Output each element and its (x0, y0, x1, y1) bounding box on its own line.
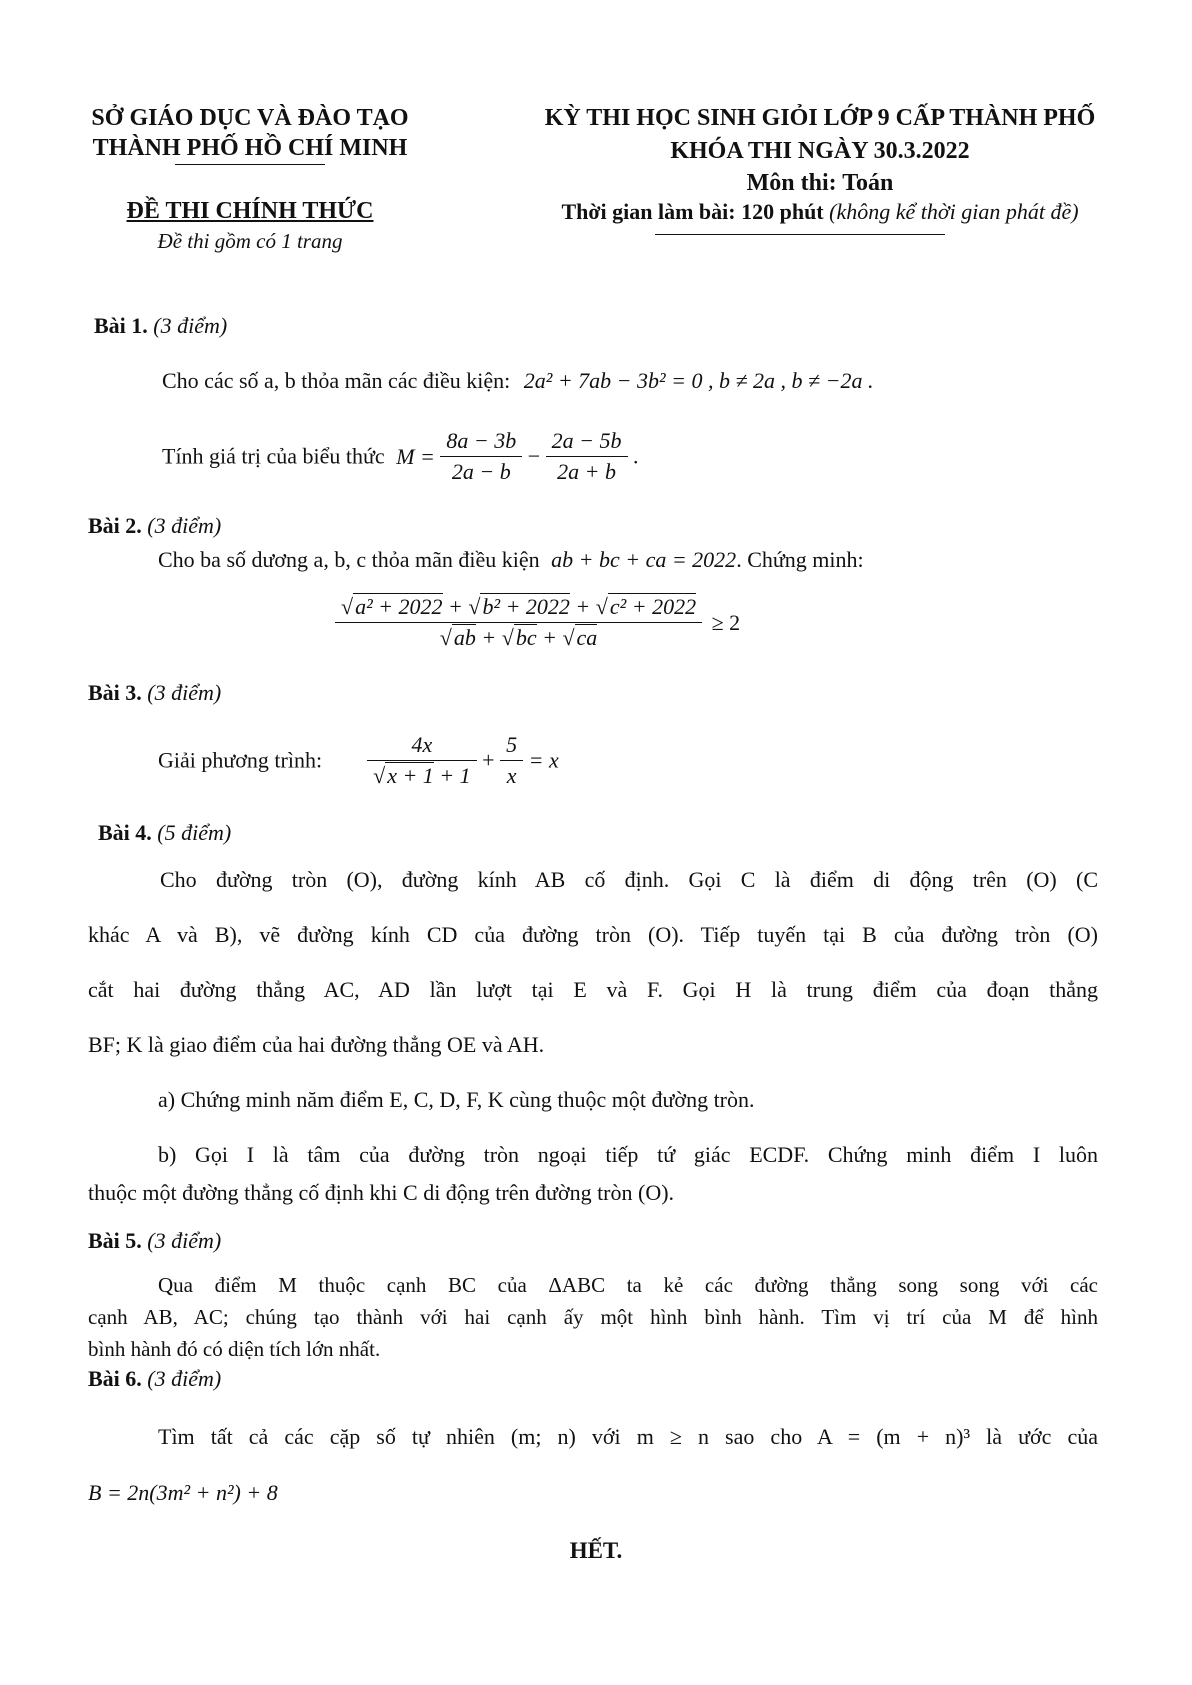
fraction-numerator: 8a − 3b (440, 426, 522, 457)
problem-6-title: Bài 6. (88, 1366, 142, 1391)
problem-2-numerator: √a² + 2022 + √b² + 2022 + √c² + 2022 (335, 592, 702, 623)
problem-2-condition-math: ab + bc + ca = 2022 (551, 547, 737, 572)
problem-1-points: (3 điểm) (153, 313, 228, 338)
fraction-denominator: √x + 1 + 1 (373, 763, 471, 788)
sqrt-x-plus-1: x + 1 (387, 763, 434, 788)
time-note: (không kể thời gian phát đề) (829, 199, 1079, 224)
end-marker: HẾT. (569, 1538, 623, 1563)
problem-3-equation-line (158, 730, 559, 791)
problem-2-fraction (335, 592, 702, 653)
problem-4-line-3: cắt hai đường thẳng AC, AD lần lượt tại E và F. Gọi H là trung điểm của đoạn thẳng (88, 977, 1098, 1002)
fraction-numerator: 5 (500, 730, 523, 761)
pages-note: Đề thi gồm có 1 trang (157, 229, 343, 253)
problem-1-condition-text: Cho các số a, b thỏa mãn các điều kiện: (162, 368, 511, 393)
problem-2-condition-text: Cho ba số dương a, b, c thỏa mãn điều kiện (158, 547, 540, 572)
problem-6-heading (88, 1366, 221, 1392)
problem-5-title: Bài 5. (88, 1228, 142, 1253)
fraction-numerator: 4x (367, 730, 477, 761)
problem-4-part-b-line-1: b) Gọi I là tâm của đường tròn ngoại tiếp tứ giác ECDF. Chứng minh điểm I luôn (158, 1142, 1098, 1167)
plus-sign: + (542, 625, 557, 650)
problem-4-points: (5 điểm) (157, 820, 232, 845)
plus-sign: + (482, 747, 495, 773)
time-label: Thời gian làm bài: 120 phút (561, 199, 824, 224)
sqrt-term-a: a² + 2022 (355, 594, 443, 619)
problem-2-rhs: ≥ 2 (711, 609, 741, 635)
exam-title: KỲ THI HỌC SINH GIỎI LỚP 9 CẤP THÀNH PHỐ (544, 105, 1096, 131)
plus-one: + 1 (439, 763, 471, 788)
problem-4-heading (98, 820, 231, 846)
problem-6-line-2: B = 2n(3m² + n²) + 8 (88, 1480, 278, 1505)
problem-1-heading (94, 313, 227, 339)
plus-sign: + (575, 594, 591, 619)
subject: Môn thi: Toán (746, 170, 894, 196)
problem-2-title: Bài 2. (88, 513, 142, 538)
problem-3-heading (88, 680, 221, 706)
problem-2-heading (88, 513, 221, 539)
plus-sign: + (448, 594, 463, 619)
fraction-denominator: 2a − b (451, 459, 511, 484)
official-wrap (60, 196, 440, 226)
fraction-numerator: 2a − 5b (546, 426, 628, 457)
problem-5-line-3: bình hành đó có diện tích lớn nhất. (88, 1337, 381, 1361)
problem-1-line-1 (162, 366, 873, 396)
problem-4-part-a: a) Chứng minh năm điểm E, C, D, F, K cùng thuộc một đường tròn. (158, 1087, 755, 1112)
problem-4-line-1: Cho đường tròn (O), đường kính AB cố định. Gọi C là điểm di động trên (O) (C (160, 867, 1098, 892)
sqrt-term-b: b² + 2022 (482, 594, 570, 619)
problem-2-line-1 (158, 545, 864, 575)
problem-5-points: (3 điểm) (147, 1228, 222, 1253)
problem-1-condition-math: 2a² + 7ab − 3b² = 0 , b ≠ 2a , b ≠ −2a . (523, 368, 874, 393)
period: . (633, 443, 639, 469)
title-underline (655, 234, 945, 235)
sqrt-ab: ab (453, 625, 476, 650)
problem-1-line-2 (162, 426, 639, 487)
sqrt-term-c: c² + 2022 (609, 594, 697, 619)
problem-3-text: Giải phương trình: (158, 747, 323, 773)
org-line-2: THÀNH PHỐ HỒ CHÍ MINH (92, 135, 408, 161)
exam-date: KHÓA THI NGÀY 30.3.2022 (670, 138, 970, 164)
problem-4-title: Bài 4. (98, 820, 152, 845)
problem-1-title: Bài 1. (94, 313, 148, 338)
fraction-denominator: x (506, 763, 517, 788)
time-line (480, 199, 1160, 225)
problem-6-points: (3 điểm) (147, 1366, 222, 1391)
problem-5-line-2: cạnh AB, AC; chúng tạo thành với hai cạnh ấy một hình bình hành. Tìm vị trí của M để hình (88, 1305, 1098, 1329)
sqrt-ca: ca (576, 625, 598, 650)
problem-6-line-1: Tìm tất cả các cặp số tự nhiên (m; n) với m ≥ n sao cho A = (m + n)³ là ước của (158, 1424, 1098, 1449)
problem-3-title: Bài 3. (88, 680, 142, 705)
official-label: ĐỀ THI CHÍNH THỨC (126, 198, 374, 224)
problem-4-line-2: khác A và B), vẽ đường kính CD của đường tròn (O). Tiếp tuyến tại B của đường tròn (O) (88, 922, 1098, 947)
problem-4-line-4: BF; K là giao điểm của hai đường thẳng OE và AH. (88, 1032, 545, 1057)
problem-2-inequality (335, 592, 740, 653)
minus-sign: − (527, 443, 541, 469)
problem-1-m-lhs: M = (396, 443, 435, 469)
sqrt-bc: bc (515, 625, 537, 650)
fraction-denominator: 2a + b (557, 459, 616, 484)
problem-2-denominator: √ab + √bc + √ca (439, 625, 598, 650)
problem-5-line-1: Qua điểm M thuộc cạnh BC của ΔABC ta kẻ các đường thẳng song song với các (158, 1273, 1098, 1297)
org-line-1: SỞ GIÁO DỤC VÀ ĐÀO TẠO (91, 105, 409, 131)
org-underline (175, 164, 325, 165)
problem-1-ask-text: Tính giá trị của biểu thức (162, 443, 385, 469)
problem-3-points: (3 điểm) (147, 680, 222, 705)
problem-4-part-b-line-2: thuộc một đường thẳng cố định khi C di động trên đường tròn (O). (88, 1180, 675, 1205)
problem-3-rhs: = x (528, 747, 559, 773)
problem-3-fraction-2 (500, 730, 523, 791)
problem-2-prove-text: . Chứng minh: (736, 547, 864, 572)
problem-1-fraction-1 (440, 426, 522, 487)
problem-5-heading (88, 1228, 221, 1254)
problem-2-points: (3 điểm) (147, 513, 222, 538)
problem-1-fraction-2 (546, 426, 628, 487)
plus-sign: + (481, 625, 497, 650)
problem-3-fraction-1 (367, 730, 477, 791)
